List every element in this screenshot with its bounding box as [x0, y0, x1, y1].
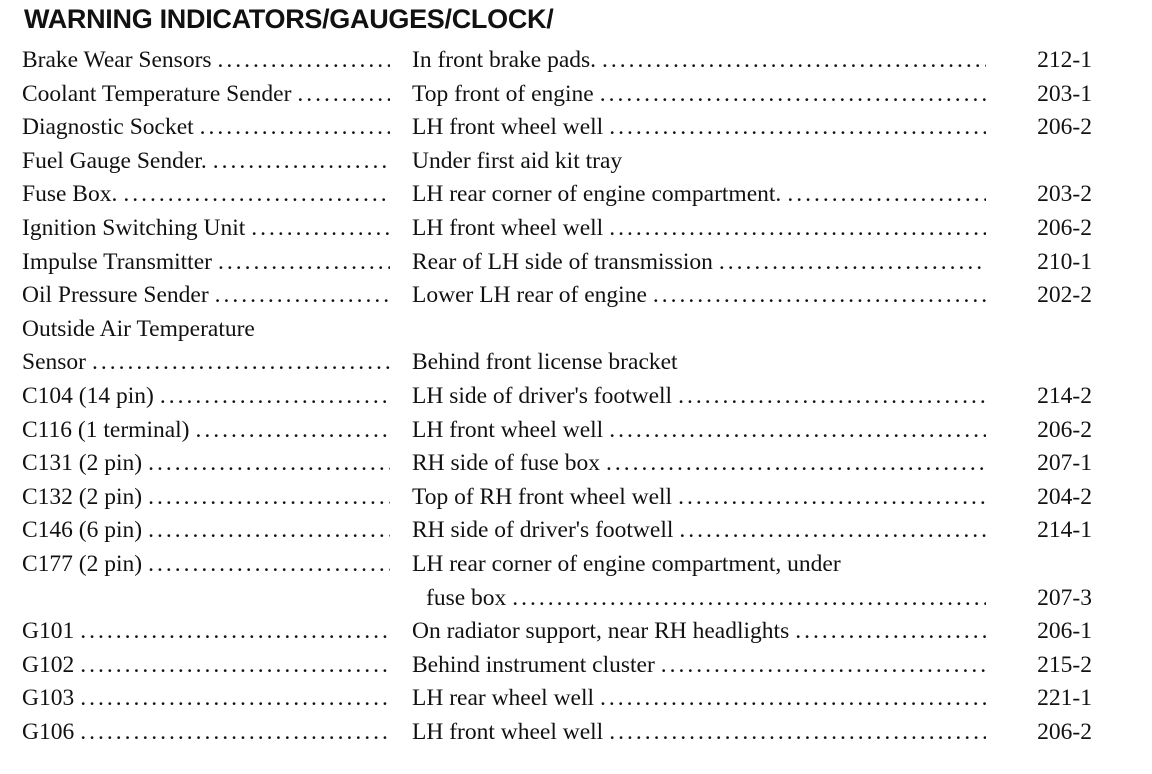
- dot-leader: [74, 615, 390, 649]
- location-cell: [412, 649, 986, 683]
- component-cell: [22, 178, 390, 212]
- location-text: In front brake pads.: [412, 47, 597, 73]
- component-cell: [22, 78, 390, 112]
- dot-leader: [600, 447, 986, 481]
- page-ref: 210-1: [1037, 248, 1092, 275]
- component-name: Fuel Gauge Sender.: [22, 147, 207, 174]
- dot-leader: [603, 212, 986, 246]
- location-cell: [412, 548, 986, 582]
- list-item: [0, 682, 1152, 716]
- dot-leader: [655, 649, 986, 683]
- location-cell: [412, 145, 986, 179]
- list-item: [0, 481, 1152, 515]
- page-ref: 204-2: [1037, 483, 1092, 510]
- component-cell: [22, 514, 390, 548]
- dot-leader: [672, 380, 986, 414]
- location-cell: [412, 380, 986, 414]
- location-text: Under first aid kit tray: [412, 147, 623, 174]
- component-cell: [22, 682, 390, 716]
- page-ref: 206-2: [1037, 718, 1092, 745]
- component-cell: [22, 279, 390, 313]
- component-name: Coolant Temperature Sender: [22, 80, 292, 107]
- location-text: LH front wheel well: [412, 214, 604, 241]
- location-cell: [412, 212, 986, 246]
- page-ref: 207-1: [1037, 450, 1092, 477]
- component-name: Fuse Box.: [22, 181, 118, 208]
- component-cell: [22, 615, 390, 649]
- list-item: [0, 514, 1152, 548]
- location-cell: [412, 447, 986, 481]
- dot-leader: [603, 716, 986, 750]
- page-ref: 221-1: [1037, 685, 1092, 712]
- dot-leader: [212, 246, 390, 280]
- component-name: Impulse Transmitter: [22, 248, 212, 275]
- location-text: LH rear corner of engine compartment, under: [412, 550, 841, 577]
- component-name: Diagnostic Socket: [22, 114, 194, 141]
- location-text: LH rear corner of engine compartment.: [412, 181, 782, 208]
- dot-leader: [713, 246, 986, 280]
- location-cell: [412, 481, 986, 515]
- list-item: [0, 145, 1152, 179]
- component-cell: [22, 111, 390, 145]
- dot-leader: [212, 44, 390, 78]
- location-text: Top front of engine: [412, 80, 594, 107]
- dot-leader: [209, 279, 390, 313]
- list-item: [0, 447, 1152, 481]
- component-cell: [22, 246, 390, 280]
- component-cell: [22, 346, 390, 380]
- list-item: [0, 212, 1152, 246]
- location-text: LH front wheel well: [412, 416, 604, 443]
- dot-leader: [207, 145, 390, 179]
- component-name: C132 (2 pin): [22, 483, 143, 510]
- dot-leader: [74, 716, 390, 750]
- component-name: Sensor: [22, 349, 86, 376]
- page-ref: 206-2: [1037, 416, 1092, 443]
- component-name: C104 (14 pin): [22, 382, 154, 409]
- location-cell: [412, 78, 986, 112]
- list-item: [0, 178, 1152, 212]
- component-cell: [22, 447, 390, 481]
- dot-leader: [594, 682, 986, 716]
- page-heading: WARNING INDICATORS/GAUGES/CLOCK/: [24, 4, 554, 34]
- dot-leader: [789, 615, 986, 649]
- component-cell: [22, 313, 390, 347]
- component-name: C146 (6 pin): [22, 517, 143, 544]
- page-ref: 206-2: [1037, 214, 1092, 241]
- component-cell: [22, 380, 390, 414]
- page-ref: 214-2: [1037, 382, 1092, 409]
- dot-leader: [596, 44, 986, 78]
- location-text: Behind instrument cluster: [412, 651, 655, 678]
- component-location-list: [0, 44, 1152, 749]
- location-cell: [412, 615, 986, 649]
- location-text: RH side of fuse box: [412, 450, 600, 477]
- dot-leader: [603, 414, 986, 448]
- list-item: [0, 649, 1152, 683]
- location-text: Rear of LH side of transmission: [412, 248, 713, 275]
- page-ref: 206-2: [1037, 114, 1092, 141]
- dot-leader: [154, 380, 390, 414]
- dot-leader: [672, 481, 986, 515]
- list-item: [0, 346, 1152, 380]
- page-ref: 207-3: [1037, 584, 1092, 611]
- component-name: Oil Pressure Sender: [22, 282, 209, 309]
- page-ref: 212-1: [1037, 47, 1092, 73]
- component-name: Ignition Switching Unit: [22, 214, 246, 241]
- component-cell: [22, 481, 390, 515]
- location-cell: [412, 346, 986, 380]
- dot-leader: [245, 212, 390, 246]
- list-item: [0, 78, 1152, 112]
- component-cell: [22, 44, 390, 78]
- page-ref: 214-1: [1037, 517, 1092, 544]
- list-item: [0, 380, 1152, 414]
- component-name: C116 (1 terminal): [22, 416, 190, 443]
- dot-leader: [74, 682, 390, 716]
- component-cell: [22, 649, 390, 683]
- component-name: C177 (2 pin): [22, 550, 143, 577]
- list-item: [0, 548, 1152, 582]
- location-text: RH side of driver's footwell: [412, 517, 674, 544]
- dot-leader: [647, 279, 986, 313]
- location-text: Top of RH front wheel well: [412, 483, 673, 510]
- page-ref: 206-1: [1037, 618, 1092, 645]
- page-ref: 203-2: [1037, 181, 1092, 208]
- list-item: [0, 582, 1152, 616]
- page-ref: 215-2: [1037, 651, 1092, 678]
- list-item: [0, 279, 1152, 313]
- component-cell: [22, 145, 390, 179]
- location-text: On radiator support, near RH headlights: [412, 618, 790, 645]
- page-ref: 203-1: [1037, 80, 1092, 107]
- dot-leader: [291, 78, 390, 112]
- dot-leader: [594, 78, 986, 112]
- location-text: LH side of driver's footwell: [412, 382, 673, 409]
- location-cell: [412, 111, 986, 145]
- dot-leader: [117, 178, 390, 212]
- component-name: G102: [22, 651, 75, 678]
- location-cell: [426, 582, 986, 616]
- location-cell: [412, 716, 986, 750]
- component-name: G106: [22, 718, 75, 745]
- location-text: LH front wheel well: [412, 114, 604, 141]
- component-cell: [22, 212, 390, 246]
- list-item: [0, 44, 1152, 78]
- dot-leader: [142, 548, 390, 582]
- dot-leader: [86, 346, 390, 380]
- component-cell: [22, 414, 390, 448]
- location-cell: [412, 514, 986, 548]
- dot-leader: [781, 178, 986, 212]
- location-text: fuse box: [426, 584, 507, 611]
- list-item: [0, 414, 1152, 448]
- location-text: Behind front license bracket: [412, 349, 678, 376]
- location-cell: [412, 279, 986, 313]
- list-item: [0, 111, 1152, 145]
- dot-leader: [506, 582, 986, 616]
- dot-leader: [74, 649, 390, 683]
- component-name: Brake Wear Sensors: [22, 47, 212, 73]
- dot-leader: [142, 447, 390, 481]
- dot-leader: [673, 514, 986, 548]
- list-item: [0, 313, 1152, 347]
- component-cell: [22, 716, 390, 750]
- component-name: C131 (2 pin): [22, 450, 143, 477]
- dot-leader: [603, 111, 986, 145]
- location-cell: [412, 246, 986, 280]
- location-cell: [412, 682, 986, 716]
- page-ref: 202-2: [1037, 282, 1092, 309]
- component-name: G103: [22, 685, 75, 712]
- location-text: Lower LH rear of engine: [412, 282, 647, 309]
- list-item: [0, 246, 1152, 280]
- dot-leader: [142, 481, 390, 515]
- component-cell: [22, 548, 390, 582]
- dot-leader: [190, 414, 390, 448]
- component-name: Outside Air Temperature: [22, 315, 255, 342]
- dot-leader: [194, 111, 390, 145]
- list-item: [0, 716, 1152, 750]
- list-item: [0, 615, 1152, 649]
- dot-leader: [142, 514, 390, 548]
- location-cell: [412, 178, 986, 212]
- location-cell: [412, 44, 986, 78]
- location-cell: [412, 414, 986, 448]
- location-text: LH rear wheel well: [412, 685, 595, 712]
- location-text: LH front wheel well: [412, 718, 604, 745]
- component-name: G101: [22, 618, 75, 645]
